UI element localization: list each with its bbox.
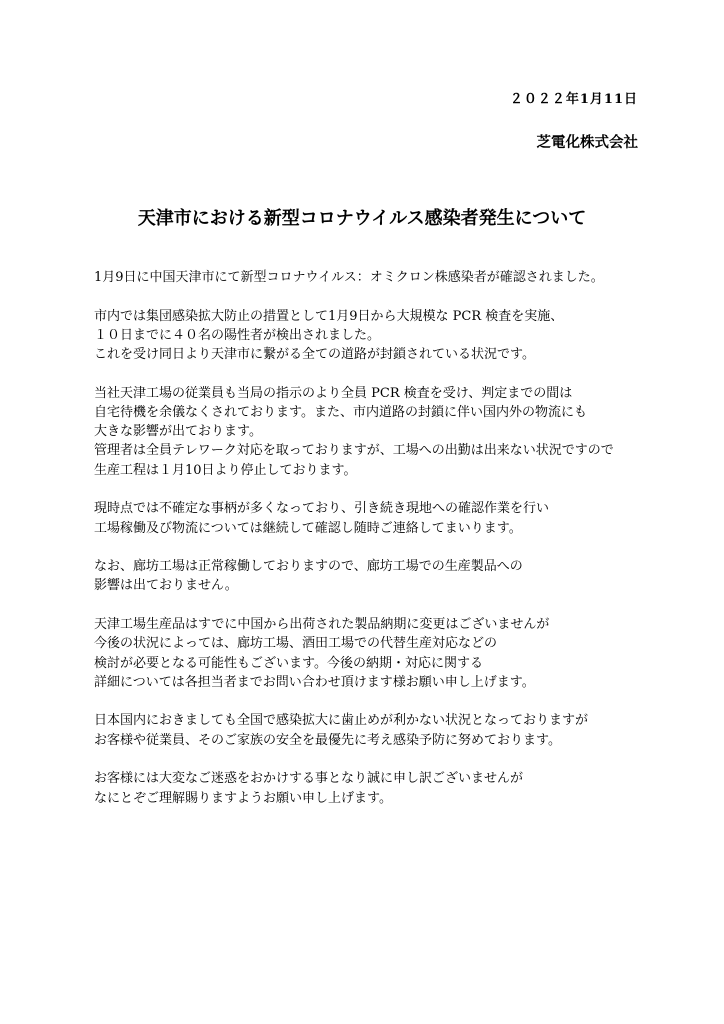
letter-date: ２０２２年1月11日 <box>509 92 638 107</box>
text-line: 現時点では不確定な事柄が多くなっており、引き続き現地への確認作業を行い <box>94 501 550 517</box>
paragraph-4 <box>94 499 654 537</box>
paragraph-7 <box>94 711 654 749</box>
text-line: なにとぞご理解賜りますようお願い申し上げます。 <box>94 790 392 806</box>
paragraph-1 <box>94 268 654 287</box>
text-line: 当社天津工場の従業員も当局の指示のより全員 PCR 検査を受け、判定までの間は <box>94 385 573 401</box>
text-line: 管理者は全員テレワーク対応を取っておりますが、工場への出勤は出来ない状況ですので <box>94 443 614 459</box>
paragraph-3 <box>94 384 654 480</box>
text-line: 天津工場生産品はすでに中国から出荷された製品納期に変更はございませんが <box>94 617 550 633</box>
text-line: 詳細については各担当者までお問い合わせ頂けます様お願い申し上げます。 <box>94 674 535 690</box>
text-line: 工場稼働及び物流については継続して確認し随時ご連絡してまいります。 <box>94 520 522 536</box>
text-line: １０日までに４０名の陽性者が検出されました。 <box>94 327 381 343</box>
text-line: なお、廊坊工場は正常稼働しておりますので、廊坊工場での生産製品への <box>94 559 523 575</box>
text-line: 生産工程は１月10日より停止しております。 <box>94 462 357 478</box>
company-name: 芝電化株式会社 <box>536 134 638 151</box>
text-line: 今後の状況によっては、廊坊工場、酒田工場での代替生産対応などの <box>94 636 498 652</box>
text-line: 自宅待機を余儀なくされております。また、市内道路の封鎖に伴い国内外の物流にも <box>94 405 587 421</box>
text-line: お客様には大変なご迷惑をおかけする事となり誠に申し訳ございませんが <box>94 771 524 787</box>
text-line: これを受け同日より天津市に繋がる全ての道路が封鎖されている状況です。 <box>94 347 535 363</box>
text-line: 検討が必要となる可能性もございます。今後の納期・対応に関する <box>94 655 483 671</box>
paragraph-2 <box>94 307 654 365</box>
text-line: 影響は出ておりません。 <box>94 578 238 594</box>
letter-title: 天津市における新型コロナウイルス感染者発生について <box>137 208 587 229</box>
text-line: 大きな影響が出ております。 <box>94 424 262 440</box>
text-line: 1月9日に中国天津市にて新型コロナウイルス：オミクロン株感染者が確認されました。 <box>94 270 604 285</box>
paragraph-6 <box>94 615 654 692</box>
text-line: お客様や従業員、そのご家族の安全を最優先に考え感染予防に努めております。 <box>94 732 561 748</box>
letter-body <box>94 268 654 827</box>
paragraph-8 <box>94 769 654 807</box>
paragraph-5 <box>94 557 654 595</box>
text-line: 日本国内におきましても全国で感染拡大に歯止めが利かない状況となっておりますが <box>94 713 589 729</box>
text-line: 市内では集団感染拡大防止の措置として1月9日から大規模な PCR 検査を実施、 <box>94 308 564 324</box>
